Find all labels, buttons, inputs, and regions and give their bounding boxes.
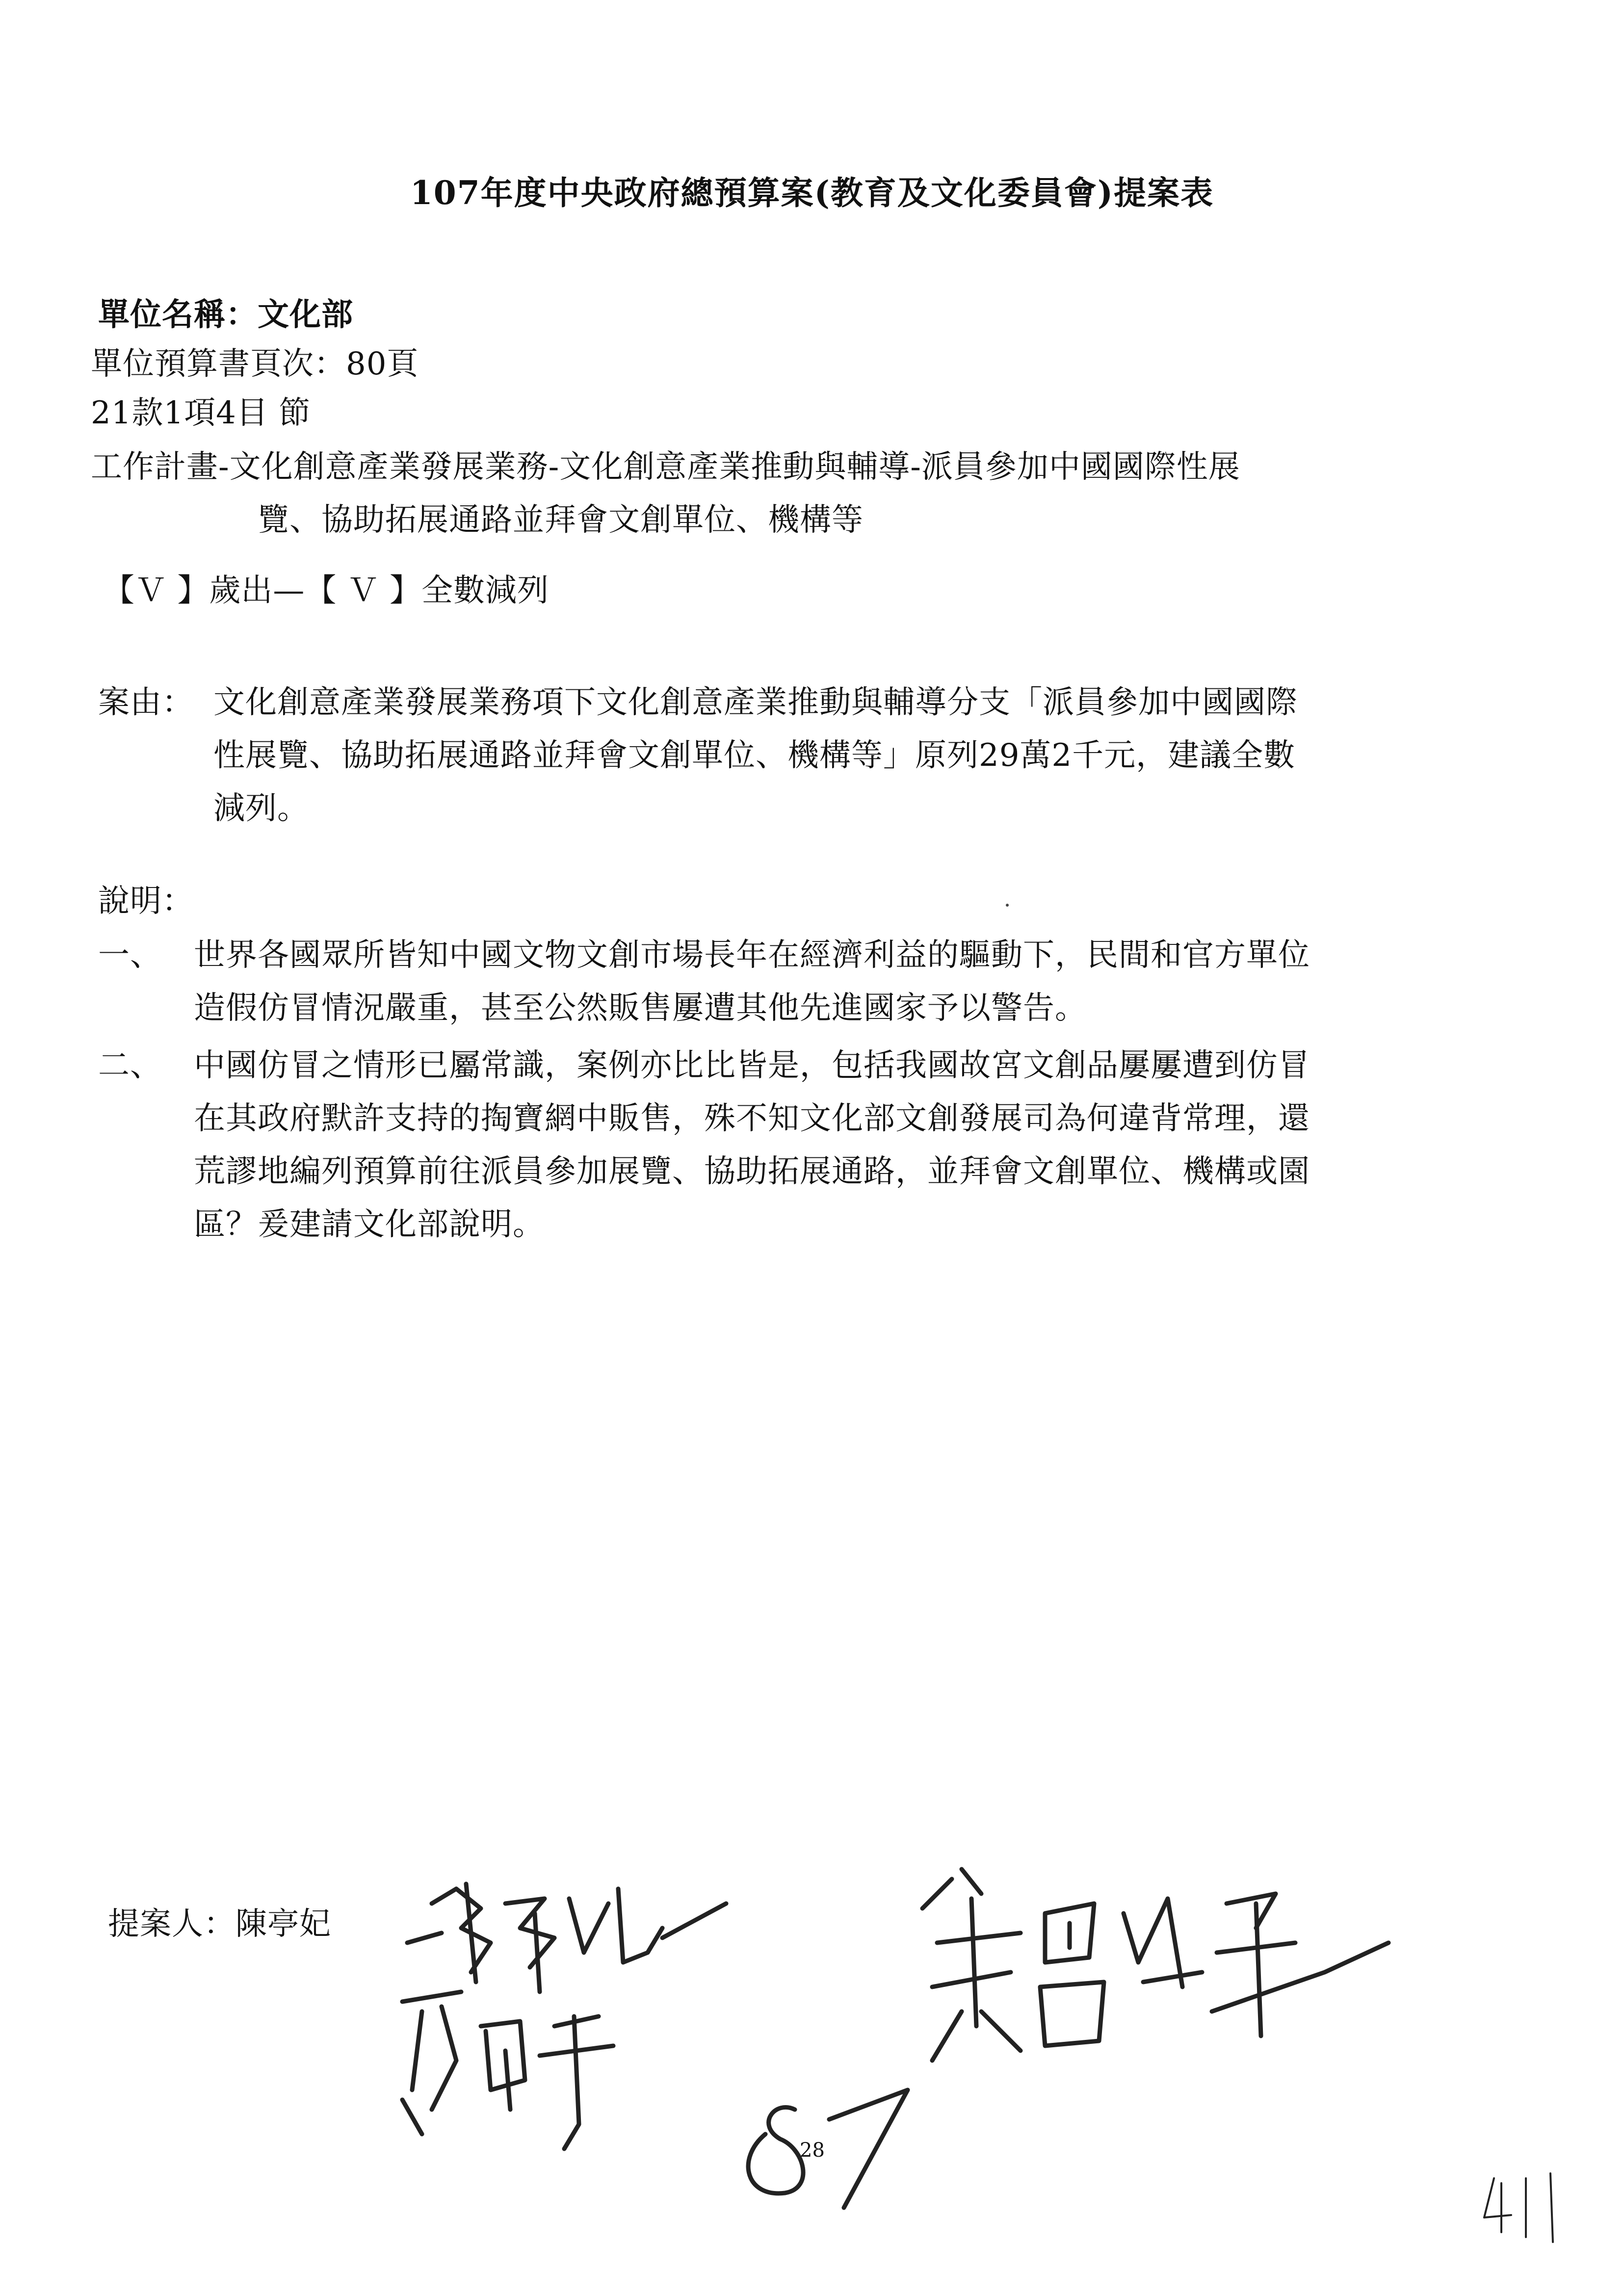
case-label: 案由： (98, 684, 194, 721)
expenditure-checkbox-line: 【Ｖ 】歲出—【 Ｖ 】全數減列 (103, 573, 550, 609)
explanation-label: 說明： (98, 883, 194, 919)
work-plan-line-2: 覽、協助拓展通路並拜會文創單位、機構等 (258, 502, 864, 538)
case-line-2: 性展覽、協助拓展通路並拜會文創單位、機構等」原列29萬2千元，建議全數 (213, 737, 1296, 774)
explanation-item-1-line-2: 造假仿冒情況嚴重，甚至公然販售屢遭其他先進國家予以警告。 (194, 990, 1087, 1026)
explanation-item-2-line-3: 荒謬地編列預算前往派員參加展覽、協助拓展通路，並拜會文創單位、機構或園 (194, 1153, 1310, 1190)
explanation-item-2-line-1: 中國仿冒之情形已屬常識，案例亦比比皆是，包括我國故宮文創品屢屢遭到仿冒 (194, 1047, 1310, 1084)
case-line-3: 減列。 (213, 790, 309, 827)
work-plan-line-1: 工作計畫-文化創意產業發展業務-文化創意產業推動與輔導-派員參加中國國際性展 (91, 449, 1240, 485)
explanation-item-2-line-4: 區？爰建請文化部說明。 (194, 1206, 545, 1243)
explanation-item-1-marker: 一、 (98, 937, 162, 973)
case-line-1: 文化創意產業發展業務項下文化創意產業推動與輔導分支「派員參加中國國際 (213, 684, 1298, 721)
item-reference: 21款1項4目 節 (91, 395, 311, 431)
budget-page: 單位預算書頁次：80頁 (91, 346, 419, 382)
document-title: 107年度中央政府總預算案(教育及文化委員會)提案表 (410, 174, 1214, 212)
page-number: 28 (800, 2139, 825, 2162)
explanation-item-2-marker: 二、 (98, 1047, 162, 1084)
proposer: 提案人：陳亭妃 (108, 1906, 331, 1942)
explanation-item-2-line-2: 在其政府默許支持的掏寶網中販售，殊不知文化部文創發展司為何違背常理，還 (194, 1100, 1310, 1137)
explanation-item-1-line-1: 世界各國眾所皆知中國文物文創市場長年在經濟利益的驅動下，民間和官方單位 (194, 937, 1310, 973)
unit-name: 單位名稱：文化部 (98, 296, 353, 333)
